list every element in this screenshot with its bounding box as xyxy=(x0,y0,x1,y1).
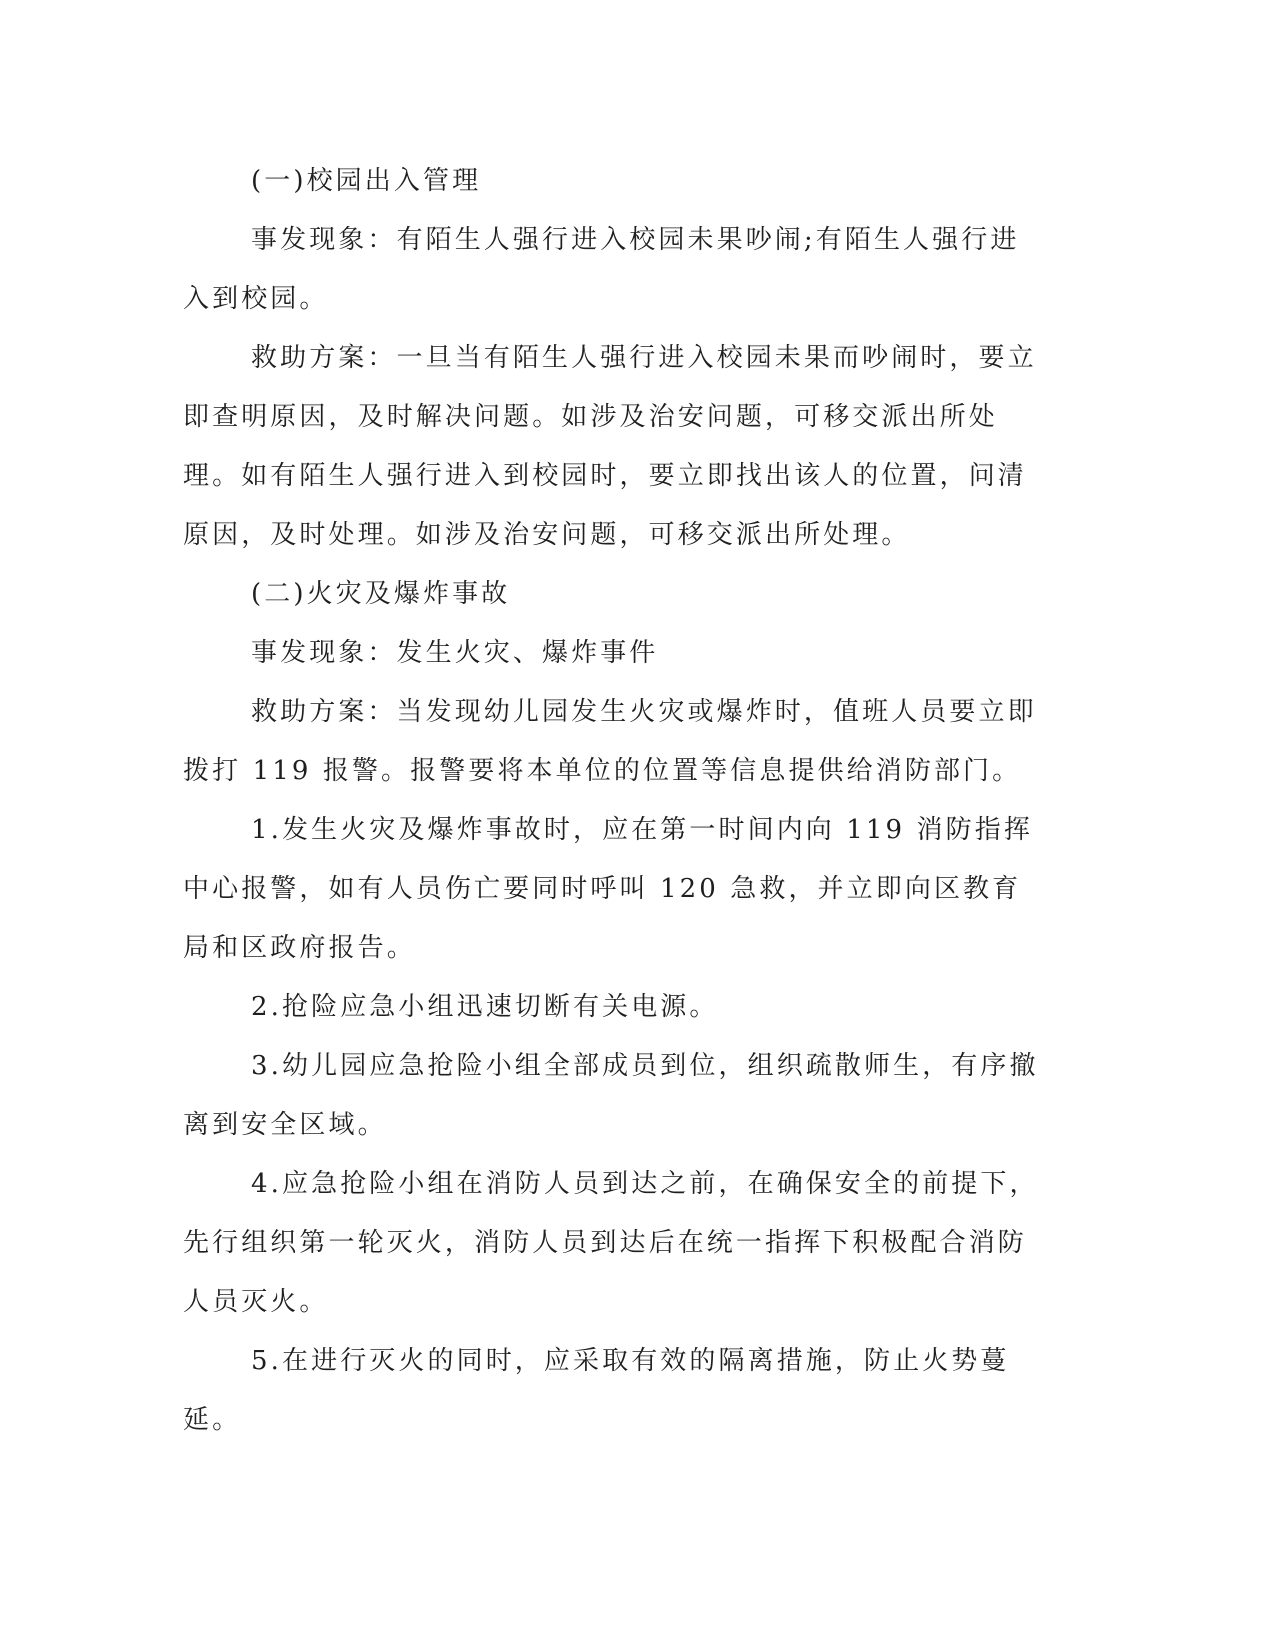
paragraph-rescue-plan-fire-explosion: 救助方案：当发现幼儿园发生火灾或爆炸时，值班人员要立即拨打 119 报警。报警要将本单位的位置等信息提供给消防部门。 xyxy=(183,697,1037,786)
document-body xyxy=(183,152,1043,1450)
list-item-2: 2.抢险应急小组迅速切断有关电源。 xyxy=(251,992,719,1022)
list-item-4: 4.应急抢险小组在消防人员到达之前，在确保安全的前提下，先行组织第一轮灭火，消防人员到达后在统一指挥下积极配合消防人员灭火。 xyxy=(183,1169,1039,1317)
section-heading-fire-explosion: (二)火灾及爆炸事故 xyxy=(251,579,511,609)
list-item-3: 3.幼儿园应急抢险小组全部成员到位，组织疏散师生，有序撤离到安全区域。 xyxy=(183,1051,1039,1140)
list-item-1: 1.发生火灾及爆炸事故时，应在第一时间内向 119 消防指挥中心报警，如有人员伤亡要同时呼叫 120 急救，并立即向区教育局和区政府报告。 xyxy=(183,815,1033,963)
list-item-5: 5.在进行灭火的同时，应采取有效的隔离措施，防止火势蔓延。 xyxy=(183,1346,1010,1435)
paragraph-incident-campus-access: 事发现象：有陌生人强行进入校园未果吵闹;有陌生人强行进入到校园。 xyxy=(183,225,1020,314)
paragraph-rescue-plan-campus-access: 救助方案：一旦当有陌生人强行进入校园未果而吵闹时，要立即查明原因，及时解决问题。如涉及治安问题，可移交派出所处理。如有陌生人强行进入到校园时，要立即找出该人的位置，问清原因，及时处理。如涉及治安问题，可移交派出所处理。 xyxy=(183,343,1037,550)
paragraph-incident-fire-explosion: 事发现象：发生火灾、爆炸事件 xyxy=(251,638,659,668)
section-heading-campus-access: (一)校园出入管理 xyxy=(251,166,482,196)
